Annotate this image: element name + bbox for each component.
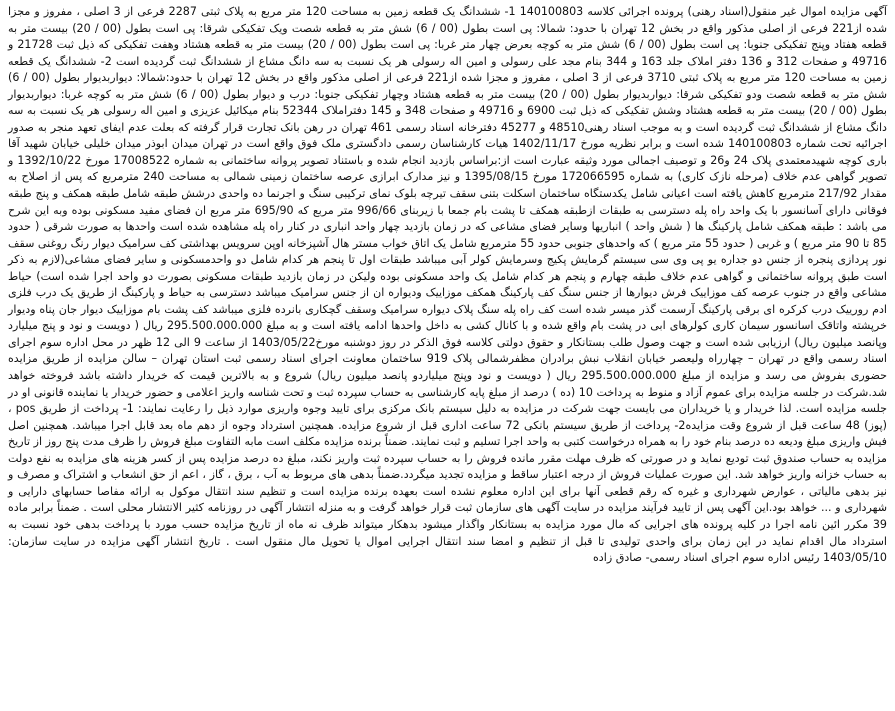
auction-notice-body: آگهی مزایده اموال غیر منقول(اسناد رهنی) پرونده اجرائی کلاسه 140100803 1- ششدانگ یک قطعه زمین به مساحت 120 متر مربع به پلاک ثبتی 2287 فرعی از 3 اصلی ، مفروز و مجزا شده از221 فرعی از اصلی مذکور واقع در بخش 12 تهران با حدود: شمالا: پی است بطول (00 / 6) شش متر به قطعه شصت ویک تفکیکی شرقا: پی است بطول (00 / 20) بیست متر به قطعه هفتاد وپنج تفکیکی جنوبا: پی است بطول (00 / 6) شش متر به کوچه بعرض چهار متر غربا: پی است بطول (00 / 20) بیست متر به قطعه هشتاد وهفت تفکیکی که ذیل ثبت 21728 و 49716 و صفحات 312 و 136 دفتر املاک جلد 163 و 344 بنام مجد علی رسولی و امین اله رسولی هر یک نسبت به سه دانگ مشاع از ششدانگ ثبت گردیده است 2- ششدانگ یک قطعه زمین به مساحت 120 متر مربع به پلاک ثبتی 3710 فرعی از 3 اصلی ، مفروز و مجزا شده از221 فرعی از اصلی مذکور واقع در بخش 12 تهران با حدود:شمالا: دیواربدیوار بطول (00 / 6) شش متر به قطعه شصت ودو تفکیکی شرقا: دیواربدیوار بطول (00 / 20) بیست متر به قطعه هشتاد وچهار تفکیکی جنوبا: درب و دیوار بطول (00 / 6) شش متر به کوچه غربا: دیواربدیوار بطول (00 / 20) بیست متر به قطعه هشتاد وشش تفکیکی که ذیل ثبت 6900 و 49716 و صفحات 348 و 145 دفتراملاک 52344 بنام میکائیل عزیزی و امین اله رسولی هر یک نسبت به سه دانگ مشاع از ششدانگ ثبت گردیده است و به موجب اسناد رهنی48510 و 45277 دفترخانه اسناد رسمی 461 تهران در رهن بانک تجارت قرار گرفته که بعلت عدم ایفای تعهد منجر به صدور اجرائیه تحت شماره 140100803 شده است و برابر نظریه مورخ 1402/11/17 هیات کارشناسان رسمی دادگستری ملک فوق واقع است در تهران میدان ابوذر میدان خلیلی خیابان شهید آقا باری کوچه شهیدمعتمدی پلاک 24 و26 و توصیف اجمالی مورد وثیقه عبارت است از:براساس بازدید انجام شده و باستناد تصویر پروانه ساختمانی به شماره 17008522 مورخ 1392/10/22 و تصویر گواهی عدم خلاف (مرحله نازک کاری) به شماره 172066595 مورخ 1395/08/15 و نیز مدارک ابرازی عرصه ساختمان زمینی شمالی به مساحت 240 مترمربع که پس از اصلاح به مقدار 217/92 مترمربع کاهش یافته است اعیانی شامل یکدستگاه ساختمان اسکلت بتنی سقف تیرچه بلوک نمای ترکیبی سنگ و اجرنما ده واحدی درشش طبقه شامل طبقه همکف و پنج طبقه فوقانی دارای آسانسور با یک واحد راه پله دسترسی به طبقات ازطبقه همکف تا پشت بام جمعا با زیربنای 996/66 متر مربع که 695/90 متر مربع ان فضای مفید مسکونی بوده وبه این شرح می باشد : طبقه همکف شامل پارکینگ ها ( شش واحد ) انباریها وسایر فضای مشاعی که در زمان بازدید چهار واحد انباری در کنار راه پله مشاهده شده است واحدها به صورت شرقی ( حدود 85 تا 90 متر مربع ) و غربی ( حدود 55 متر مربع ) که واحدهای جنوبی حدود 55 مترمربع شامل یک اتاق خواب مستر هال آشپزخانه اوپن سرویس بهداشتی کف سرامیک دیوار رنگ روغنی سقف نور پردازی پنجره از جنس دو جداره یو پی وی سی سیستم گرمایش پکیج وسرمایش کولر آبی میباشد طبقات اول تا پنجم هر کدام شامل دو واحدمسکونی و سایر فضای مشاعی(لازم به ذکر است طبق پروانه ساختمانی و گواهی عدم خلاف طبقه چهارم و پنجم هر کدام شامل یک واحد مسکونی بوده ولیکن در زمان بازدید طبقات مسکونی بصورت دو واحد اجرا شده است) حیاط مشاعی واقع در جنوب عرصه کف موزاییک فرش دیوارها از جنس سنگ کف پارکینگ همکف موزاییک ودیواره ان از جنس سرامیک میباشد دسترسی به حیاط و پارکینگ از طریق یک درب فلزی ادم رورییک درب کرکره ای برقی پارکینگ آرسمت گذر میسر شده است کف راه پله سنگ پلاک دیواره سرامیک وسقف گچکاری بانرده فلزی میباشد کف پشت بام موزاییک دیوار جان پناه ودیوار خرپشته واتاقک اسانسور سیمان کاری کولرهای ابی در پشت بام واقع شده و با کانال کشی به داخل واحدها ادامه یافته است و به مبلغ 295.500.000.000 ریال ( دویست و نود و پنج میلیارد وپانصد میلیون ریال) ارزیابی شده است و جهت وصول طلب بستانکار و حقوق دولتی کلاسه فوق الذکر در روز دوشنبه مورخ1403/05/22 از ساعت 9 الی 12 ظهر در محل اداره سوم اجرای اسناد رسمی واقع در تهران – چهارراه ولیعصر خیابان انقلاب نبش برادران مظفرشمالی پلاک 919 ساختمان معاونت اجرای اسناد رسمی ثبت استان تهران – سالن مزایده از طریق مزایده حضوری بفروش می رسد و مزایده از مبلغ 295.500.000.000 ریال ( دویست و نود وپنج میلیاردو پانصد میلیون ریال) شروع و به بالاترین قیمت که خریدار داشته باشد فروخته خواهد شد.شرکت در جلسه مزایده برای عموم آزاد و منوط به پرداخت 10 (ده ) درصد از مبلغ پایه کارشناسی به حساب سپرده ثبت و تحت شناسه واریز اعلامی و حضور خریدار یا نماینده قانونی او در جلسه مزایده است. لذا خریدار و یا خریداران می بایست جهت شرکت در مزایده به دلیل سیستم بانک مرکزی برای تایید وجوه واریزی موارد ذیل را رعایت نمایند: 1- پرداخت از طریق pos ، (پوز) 48 ساعت قبل از شروع وقت مزایده2- پرداخت از طریق سیستم بانکی 72 ساعت اداری قبل از شروع مزایده. همچنین استرداد وجوه از دهم ماه بعد قابل اجرا میباشد. همچنین اصل فیش واریزی مبلغ ودیعه ده درصد بنام خود را به همراه درخواست کتبی به واحد اجرا تسلیم و ثبت نمایند. ضمناً برنده مزایده مکلف است مابه التفاوت مبلغ فروش را ظرف مدت پنج روز از تاریخ مزایده به حساب صندوق ثبت تودیع نماید و در صورتی که ظرف مهلت مقرر مانده فروش را به حساب سپرده ثبت واریز نکند، مبلغ ده درصد مزایده پس از کسر هزینه های مزایده به نفع دولت به حساب خزانه واریز خواهد شد. این صورت عملیات فروش از درجه اعتبار ساقط و مزایده تجدید میگردد.ضمناً بدهی های مربوط به آب ، برق ، گاز ، اعم از حق انشعاب و اشتراک و مصرف و نیز بدهی مالیاتی ، عوارض شهرداری و غیره که رقم قطعی آنها برای این اداره معلوم نشده است بعهده برنده مزایده است و تنظیم سند انتقال موکول به ارائه مفاصا حسابهای دارایی و شهرداری و ... خواهد بود.این آگهی پس از تایید فرآیند مزایده در سایت آگهی های سازمان ثبت قرار خواهد گرفت و به منزله انتشار آگهی در روزنامه کثیر الانتشار محلی است . ضمناً برابر ماده 39 مکرر ائین نامه اجرا در کلیه پرونده های اجرایی که مال مورد مزایده به بستانکار واگذار میشود بدهکار میتواند ظرف نه ماه از تاریخ مزایده حسب مورد با پرداخت بدهی خود نسبت به استرداد مال اقدام نماید در این زمان برای واحدی تولیدی تا قبل از تنظیم و امضا سند انتقال اجرایی اموال یا تحویل مال منقول است . تاریخ انتشار آگهی مزایده در سایت سازمان: 1403/05/10 رئیس اداره سوم اجرای اسناد رسمی- صادق زاده	[8, 5, 888, 565]
